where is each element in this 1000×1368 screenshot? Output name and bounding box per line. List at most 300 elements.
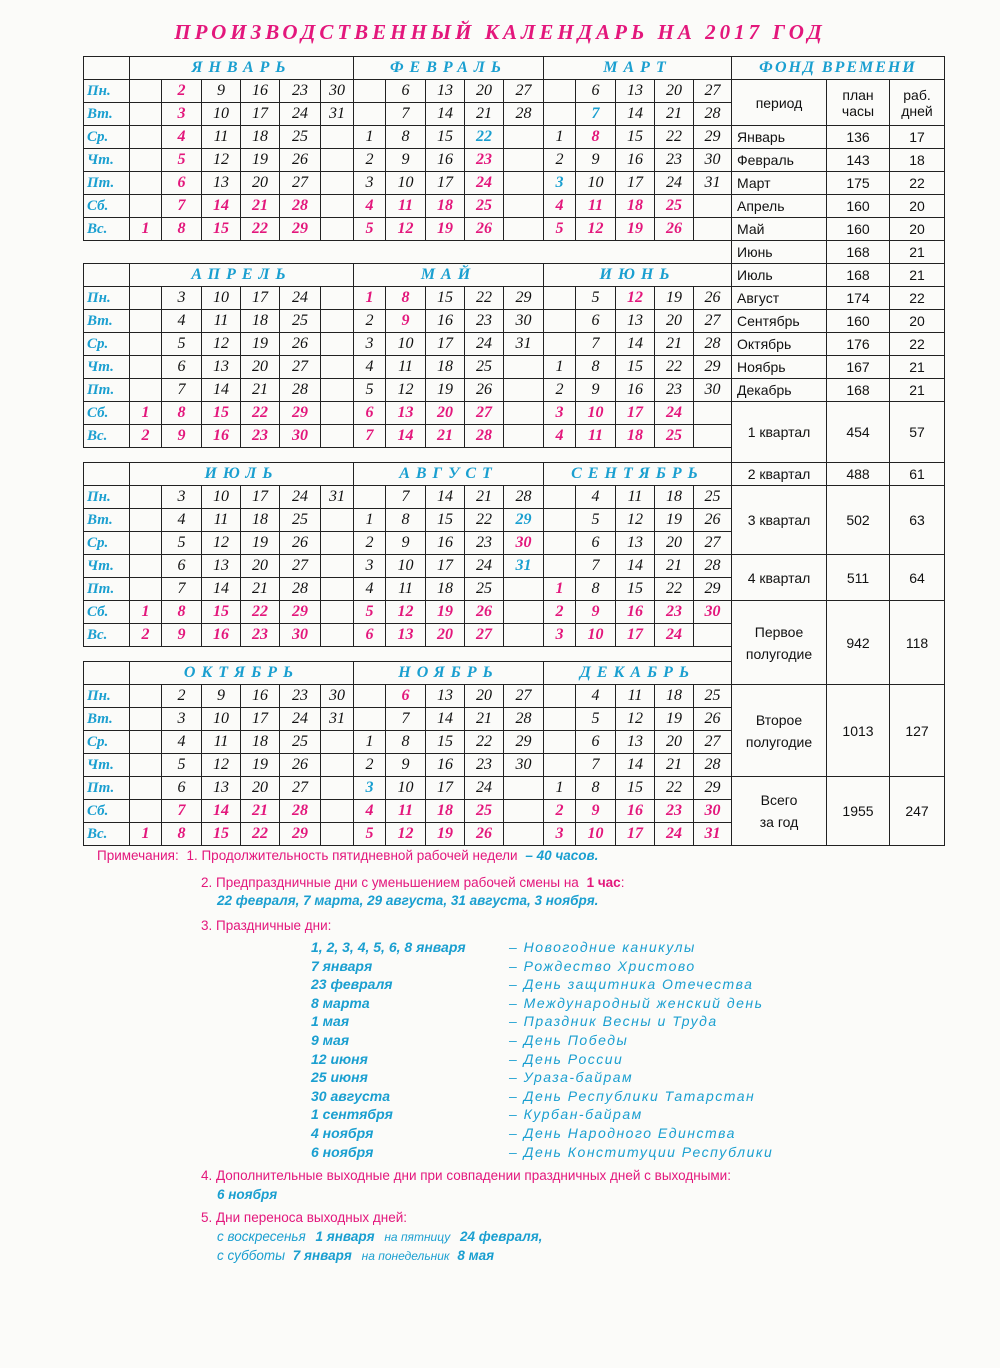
day-cell	[504, 823, 544, 846]
day-cell: 14	[616, 555, 655, 578]
day-cell: 5	[354, 218, 386, 241]
day-cell: 11	[386, 800, 426, 823]
day-name: Вс.	[84, 425, 130, 448]
day-cell: 23	[280, 685, 321, 708]
day-cell: 1	[130, 218, 162, 241]
day-cell	[544, 555, 576, 578]
day-cell: 3	[354, 333, 386, 356]
day-cell: 29	[280, 218, 321, 241]
day-cell	[544, 509, 576, 532]
day-cell	[504, 195, 544, 218]
day-cell: 25	[465, 800, 504, 823]
fund-hours: 160	[827, 310, 890, 333]
day-cell	[504, 425, 544, 448]
day-cell: 1	[354, 731, 386, 754]
day-cell	[504, 149, 544, 172]
day-cell: 30	[694, 800, 732, 823]
fund-header-hours-line: план	[842, 86, 874, 103]
day-cell: 4	[544, 195, 576, 218]
day-cell: 1	[354, 126, 386, 149]
day-cell: 20	[241, 777, 280, 800]
day-cell: 18	[616, 195, 655, 218]
month-name: СЕНТЯБРЬ	[544, 463, 732, 486]
day-cell: 1	[130, 823, 162, 846]
day-cell	[504, 356, 544, 379]
day-cell: 2	[544, 800, 576, 823]
day-cell: 7	[162, 578, 202, 601]
note-1	[97, 848, 598, 863]
day-cell: 6	[576, 80, 616, 103]
day-cell: 4	[162, 731, 202, 754]
day-cell: 16	[202, 624, 241, 647]
day-cell: 19	[426, 218, 465, 241]
day-cell: 15	[616, 356, 655, 379]
day-name: Сб.	[84, 402, 130, 425]
day-cell: 17	[616, 402, 655, 425]
day-cell	[321, 126, 354, 149]
day-cell: 1	[544, 777, 576, 800]
day-cell: 5	[162, 532, 202, 555]
day-cell: 28	[694, 555, 732, 578]
day-name: Пн.	[84, 685, 130, 708]
day-name: Пт.	[84, 379, 130, 402]
day-cell: 7	[386, 103, 426, 126]
day-cell	[321, 287, 354, 310]
day-cell	[694, 402, 732, 425]
day-cell: 13	[426, 685, 465, 708]
day-cell: 6	[386, 80, 426, 103]
day-cell: 8	[386, 126, 426, 149]
corner-cell	[84, 463, 130, 486]
day-cell	[130, 578, 162, 601]
day-cell: 1	[544, 126, 576, 149]
day-cell: 22	[655, 356, 694, 379]
day-cell: 22	[241, 402, 280, 425]
day-cell: 17	[426, 333, 465, 356]
day-cell: 23	[655, 149, 694, 172]
fund-hours: 160	[827, 195, 890, 218]
day-cell: 28	[280, 195, 321, 218]
day-cell: 22	[465, 509, 504, 532]
day-cell: 3	[544, 823, 576, 846]
day-cell: 1	[544, 356, 576, 379]
day-cell: 7	[354, 425, 386, 448]
day-cell: 8	[162, 218, 202, 241]
day-cell: 26	[280, 149, 321, 172]
holiday-date: 8 марта	[311, 994, 370, 1011]
day-cell: 13	[386, 624, 426, 647]
day-cell: 12	[202, 532, 241, 555]
day-cell: 23	[241, 425, 280, 448]
holiday-name: – День защитника Отечества	[509, 976, 754, 993]
day-cell: 26	[280, 333, 321, 356]
day-cell: 12	[616, 287, 655, 310]
day-cell: 26	[465, 218, 504, 241]
day-cell: 20	[465, 685, 504, 708]
holiday-name: – День Победы	[509, 1032, 629, 1048]
day-cell: 26	[694, 708, 732, 731]
corner-cell	[84, 662, 130, 685]
n5-to-label: на понедельник	[361, 1249, 450, 1263]
day-cell: 16	[426, 754, 465, 777]
day-cell: 6	[576, 731, 616, 754]
day-cell: 5	[162, 333, 202, 356]
day-cell: 24	[280, 103, 321, 126]
day-cell: 11	[202, 126, 241, 149]
day-cell: 2	[162, 80, 202, 103]
quarter-1-hours: 454	[827, 402, 890, 463]
day-cell: 26	[465, 601, 504, 624]
day-cell: 13	[616, 731, 655, 754]
day-cell: 18	[426, 356, 465, 379]
day-cell	[544, 731, 576, 754]
holiday-name: – День Конституции Республики	[509, 1143, 774, 1160]
day-name: Пн.	[84, 486, 130, 509]
day-cell: 9	[202, 685, 241, 708]
day-cell: 9	[386, 149, 426, 172]
day-cell	[544, 685, 576, 708]
day-cell: 17	[241, 486, 280, 509]
note-2-text: 2. Предпраздничные дни с уменьшением рабочей смены на	[201, 875, 579, 890]
day-cell	[694, 425, 732, 448]
day-cell: 1	[544, 578, 576, 601]
day-cell: 10	[386, 777, 426, 800]
day-cell	[504, 172, 544, 195]
note-4-text: 4. Дополнительные выходные дни при совпадении праздничных дней с выходными:	[201, 1168, 731, 1183]
day-cell: 22	[655, 777, 694, 800]
holiday-date: 25 июня	[311, 1069, 368, 1086]
day-cell: 7	[162, 800, 202, 823]
fund-header-days-line: дней	[901, 102, 933, 119]
day-cell: 12	[386, 823, 426, 846]
day-name: Вс.	[84, 218, 130, 241]
day-cell: 11	[386, 195, 426, 218]
day-cell: 12	[616, 509, 655, 532]
quarter-1-label: 1 квартал	[732, 402, 827, 463]
day-cell: 15	[202, 823, 241, 846]
day-cell: 8	[576, 777, 616, 800]
holiday-name: – Рождество Христово	[509, 957, 696, 974]
day-name: Сб.	[84, 601, 130, 624]
day-cell	[544, 310, 576, 333]
day-cell: 10	[202, 486, 241, 509]
day-cell: 15	[426, 731, 465, 754]
day-name: Чт.	[84, 149, 130, 172]
day-cell: 15	[426, 126, 465, 149]
day-cell: 12	[202, 149, 241, 172]
separator-row	[84, 448, 732, 463]
day-cell: 20	[655, 310, 694, 333]
day-cell: 20	[241, 172, 280, 195]
day-name: Пн.	[84, 80, 130, 103]
day-cell: 16	[202, 425, 241, 448]
day-cell: 13	[202, 777, 241, 800]
day-cell: 22	[465, 287, 504, 310]
holiday-date: 1 сентября	[311, 1106, 393, 1123]
day-cell: 2	[354, 149, 386, 172]
day-cell: 6	[576, 310, 616, 333]
n5-from-date: 1 января	[315, 1229, 375, 1244]
day-cell: 9	[386, 310, 426, 333]
day-cell	[354, 103, 386, 126]
day-name: Сб.	[84, 195, 130, 218]
day-cell	[504, 126, 544, 149]
day-cell: 6	[162, 356, 202, 379]
quarter-4-hours: 511	[827, 555, 890, 601]
fund-header-hours-line: часы	[841, 102, 875, 119]
fund-days: 22	[890, 333, 945, 356]
day-cell: 14	[616, 103, 655, 126]
day-cell: 16	[616, 149, 655, 172]
fund-days: 21	[890, 379, 945, 402]
day-cell	[321, 578, 354, 601]
day-cell: 13	[202, 555, 241, 578]
day-cell	[321, 731, 354, 754]
day-cell: 25	[280, 310, 321, 333]
day-cell: 9	[162, 624, 202, 647]
day-name: Ср.	[84, 333, 130, 356]
day-cell: 31	[694, 823, 732, 846]
day-cell: 26	[694, 287, 732, 310]
day-cell: 5	[162, 149, 202, 172]
fund-days: 21	[890, 264, 945, 287]
day-cell	[130, 731, 162, 754]
day-cell: 13	[202, 356, 241, 379]
day-cell: 29	[694, 777, 732, 800]
day-cell	[544, 103, 576, 126]
day-cell	[130, 80, 162, 103]
day-cell: 16	[241, 80, 280, 103]
day-cell: 23	[655, 800, 694, 823]
day-cell: 6	[576, 532, 616, 555]
day-cell: 4	[576, 486, 616, 509]
day-cell: 4	[354, 356, 386, 379]
day-cell: 3	[162, 708, 202, 731]
day-cell	[544, 754, 576, 777]
holiday-date: 1 мая	[311, 1013, 350, 1030]
month-name: МАЙ	[354, 264, 544, 287]
day-cell: 17	[616, 823, 655, 846]
day-cell: 18	[655, 486, 694, 509]
day-cell: 21	[241, 578, 280, 601]
day-cell: 28	[465, 425, 504, 448]
day-cell: 2	[354, 310, 386, 333]
day-cell: 30	[504, 532, 544, 555]
day-cell: 18	[426, 578, 465, 601]
day-cell: 2	[544, 149, 576, 172]
day-name: Чт.	[84, 555, 130, 578]
day-cell: 23	[655, 379, 694, 402]
day-cell: 4	[544, 425, 576, 448]
day-cell: 21	[465, 708, 504, 731]
note-2	[201, 875, 624, 890]
day-cell: 9	[576, 601, 616, 624]
day-cell: 9	[576, 379, 616, 402]
day-cell: 21	[465, 103, 504, 126]
day-cell: 14	[202, 379, 241, 402]
day-cell	[130, 149, 162, 172]
day-cell: 29	[280, 601, 321, 624]
fund-hours: 143	[827, 149, 890, 172]
day-cell	[321, 777, 354, 800]
half-2-label: Второе полугодие	[732, 685, 827, 777]
day-cell: 20	[426, 402, 465, 425]
day-cell	[321, 601, 354, 624]
holiday-date: 23 февраля	[311, 976, 393, 993]
fund-days: 21	[890, 356, 945, 379]
day-cell: 19	[241, 532, 280, 555]
holiday-date: 6 ноября	[311, 1143, 374, 1160]
fund-hours: 176	[827, 333, 890, 356]
day-cell: 8	[162, 601, 202, 624]
day-cell: 12	[386, 601, 426, 624]
day-cell: 24	[280, 708, 321, 731]
day-cell: 17	[241, 708, 280, 731]
day-cell: 25	[465, 356, 504, 379]
day-cell: 5	[576, 287, 616, 310]
day-cell: 3	[162, 486, 202, 509]
day-cell	[354, 708, 386, 731]
day-cell	[130, 172, 162, 195]
day-cell	[130, 310, 162, 333]
day-cell	[354, 80, 386, 103]
day-cell	[504, 578, 544, 601]
fund-days: 18	[890, 149, 945, 172]
day-cell	[130, 708, 162, 731]
day-cell: 12	[386, 218, 426, 241]
fund-hours: 160	[827, 218, 890, 241]
day-cell	[130, 103, 162, 126]
day-cell: 22	[465, 731, 504, 754]
day-cell: 19	[241, 149, 280, 172]
day-cell: 27	[504, 685, 544, 708]
holiday-name: – День Народного Единства	[509, 1125, 736, 1141]
day-cell: 2	[162, 685, 202, 708]
fund-hours: 168	[827, 264, 890, 287]
day-cell: 8	[162, 823, 202, 846]
month-name: ИЮНЬ	[544, 264, 732, 287]
day-cell: 24	[465, 777, 504, 800]
day-cell: 26	[280, 754, 321, 777]
day-cell: 20	[655, 532, 694, 555]
quarter-2-hours: 488	[827, 463, 890, 486]
day-cell: 27	[694, 731, 732, 754]
day-name: Пн.	[84, 287, 130, 310]
day-cell: 22	[241, 601, 280, 624]
day-cell: 23	[655, 601, 694, 624]
day-cell: 22	[655, 578, 694, 601]
day-cell	[130, 509, 162, 532]
day-cell: 17	[241, 103, 280, 126]
fund-period: Июль	[732, 264, 827, 287]
day-cell: 9	[576, 800, 616, 823]
day-cell: 15	[616, 777, 655, 800]
day-cell	[130, 356, 162, 379]
day-cell: 10	[576, 624, 616, 647]
day-cell: 25	[465, 195, 504, 218]
day-name: Вт.	[84, 310, 130, 333]
month-name: ЯНВАРЬ	[130, 57, 354, 80]
day-cell: 15	[202, 402, 241, 425]
day-cell: 18	[426, 800, 465, 823]
day-cell: 17	[616, 172, 655, 195]
day-name: Вт.	[84, 509, 130, 532]
note-2-value: 1 час	[586, 875, 621, 890]
day-cell: 6	[354, 624, 386, 647]
fund-hours: 174	[827, 287, 890, 310]
note-5-text: 5. Дни переноса выходных дней:	[201, 1210, 408, 1225]
day-name: Сб.	[84, 800, 130, 823]
day-cell: 18	[241, 731, 280, 754]
day-cell: 23	[241, 624, 280, 647]
note-1-text: 1. Продолжительность пятидневной рабочей недели	[186, 848, 518, 863]
day-cell: 29	[694, 126, 732, 149]
day-cell	[130, 777, 162, 800]
fund-hours: 136	[827, 126, 890, 149]
day-cell: 18	[426, 195, 465, 218]
day-cell: 9	[202, 80, 241, 103]
day-cell: 28	[694, 754, 732, 777]
quarter-2-days: 61	[890, 463, 945, 486]
day-cell: 17	[241, 287, 280, 310]
quarter-3-hours: 502	[827, 486, 890, 555]
fund-days: 20	[890, 195, 945, 218]
n5-from-date: 7 января	[292, 1248, 352, 1263]
holiday-date: 12 июня	[311, 1050, 368, 1067]
half-2-days: 127	[890, 685, 945, 777]
day-cell	[544, 708, 576, 731]
day-cell: 14	[386, 425, 426, 448]
day-cell: 5	[544, 218, 576, 241]
day-cell	[321, 379, 354, 402]
day-cell: 18	[655, 685, 694, 708]
day-cell: 25	[280, 509, 321, 532]
half-1-hours: 942	[827, 601, 890, 685]
month-name: ОКТЯБРЬ	[130, 662, 354, 685]
day-cell: 3	[544, 402, 576, 425]
day-cell: 4	[576, 685, 616, 708]
day-cell: 17	[616, 624, 655, 647]
fund-period: Апрель	[732, 195, 827, 218]
fund-hours: 167	[827, 356, 890, 379]
note-1-value: – 40 часов.	[525, 848, 599, 863]
fund-period: Июнь	[732, 241, 827, 264]
day-cell: 3	[354, 777, 386, 800]
day-cell: 8	[386, 287, 426, 310]
holiday-date: 9 мая	[311, 1032, 350, 1048]
fund-header-days-line: раб.	[903, 86, 931, 103]
day-cell: 14	[616, 333, 655, 356]
day-cell	[321, 509, 354, 532]
day-cell: 6	[162, 555, 202, 578]
day-cell: 15	[202, 601, 241, 624]
day-cell: 17	[426, 555, 465, 578]
day-cell: 9	[386, 532, 426, 555]
day-cell	[321, 402, 354, 425]
day-cell: 21	[655, 754, 694, 777]
day-cell: 12	[202, 333, 241, 356]
day-cell: 28	[280, 800, 321, 823]
half-1-days: 118	[890, 601, 945, 685]
day-cell: 19	[655, 287, 694, 310]
day-cell: 25	[655, 195, 694, 218]
day-cell: 8	[576, 578, 616, 601]
half-1-label: Первое полугодие	[732, 601, 827, 685]
day-cell	[504, 624, 544, 647]
day-cell: 21	[241, 379, 280, 402]
day-cell: 20	[655, 731, 694, 754]
day-cell: 14	[426, 486, 465, 509]
